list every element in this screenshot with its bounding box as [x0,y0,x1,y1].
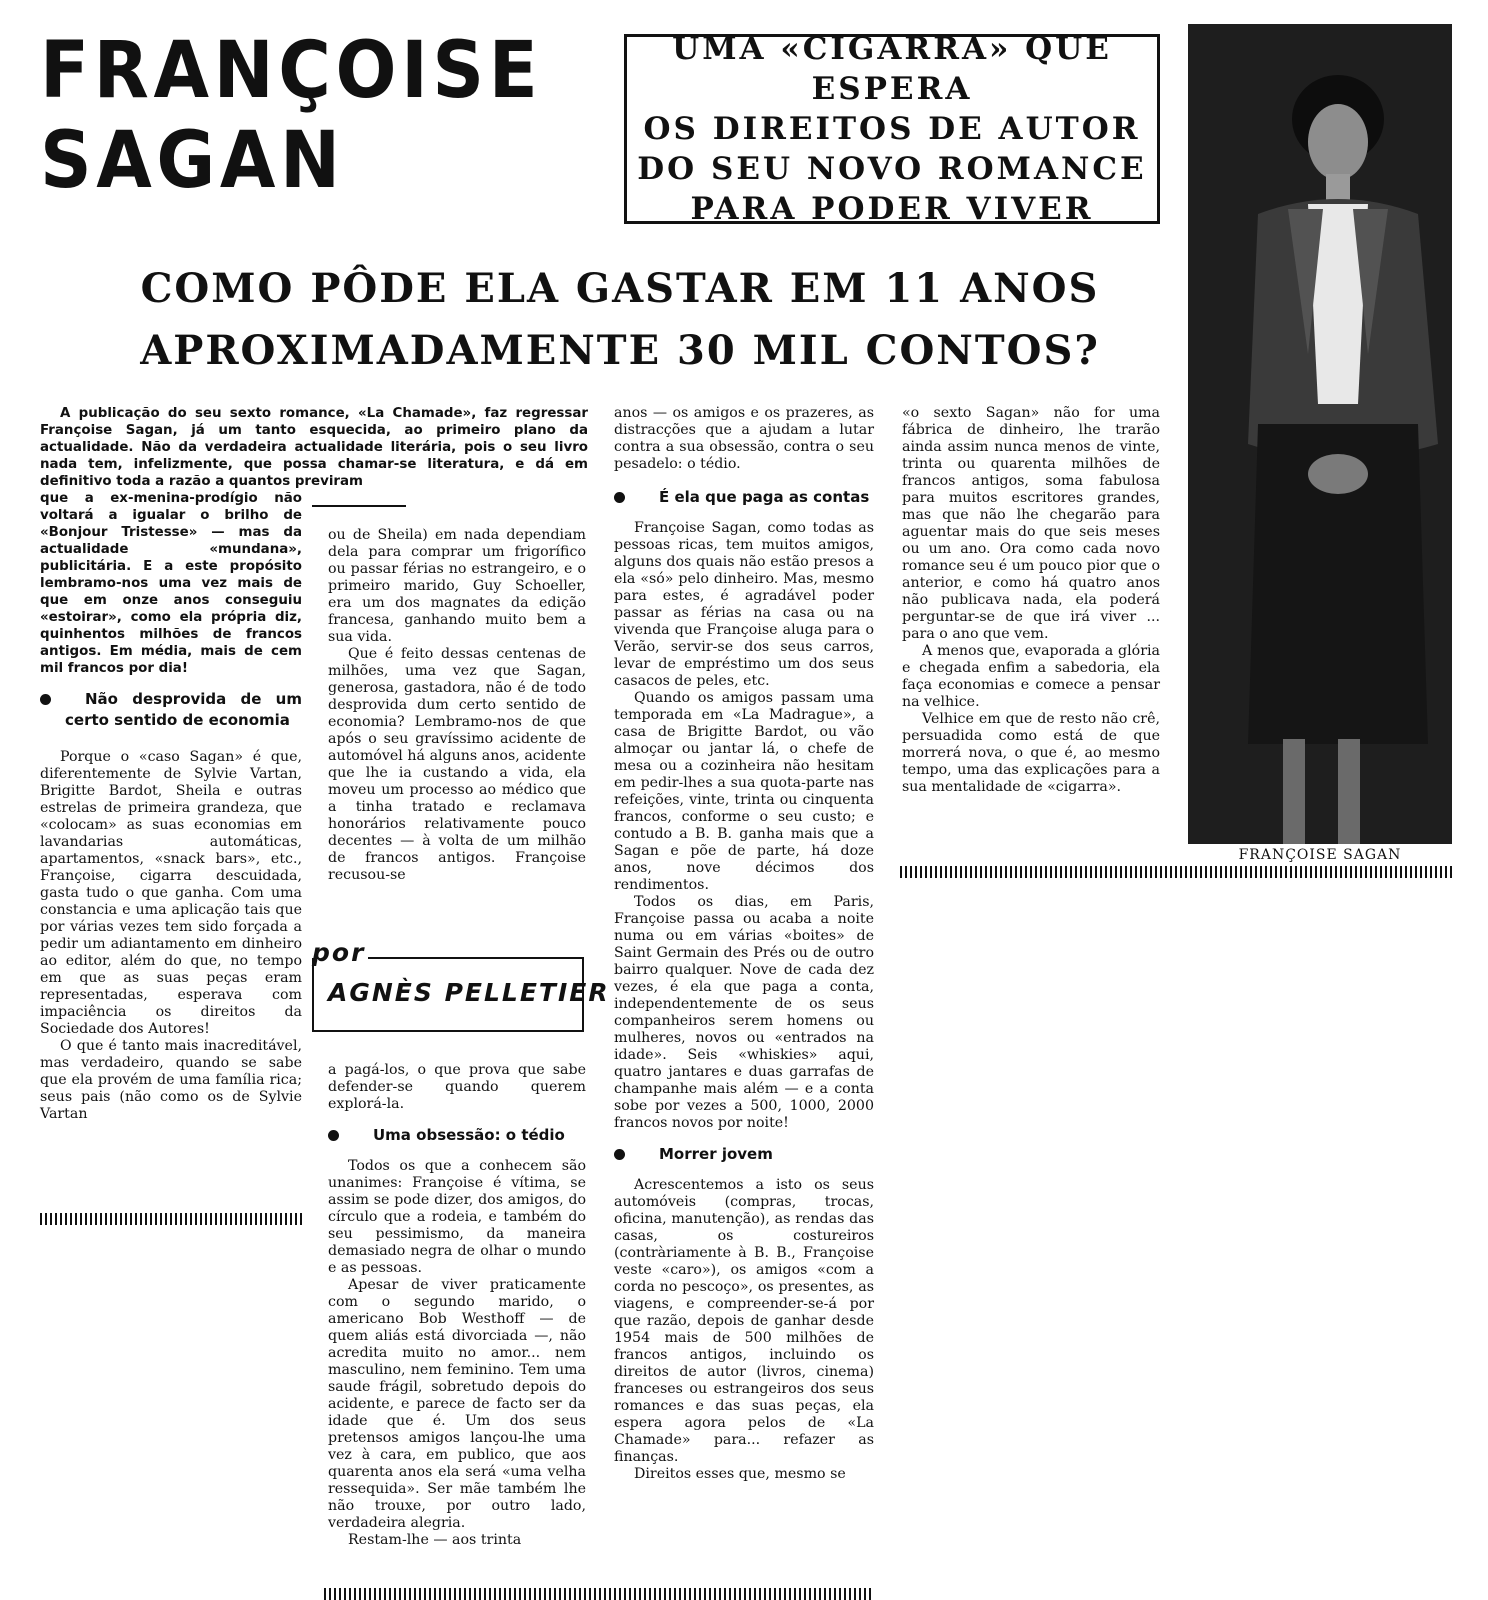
paragraph: Quando os amigos passam uma temporada em «La Madrague», a casa de Brigitte Bardot, ou vão almoçar ou jantar lá, o chefe de mesa ou a cozinheira não hesitam em pedir-lhes a sua quota-parte nas refeições, vinte, trinta ou cinquenta francos, conforme o seu custo; e contudo a B. B. ganha mais que a Sagan e põe de parte, há doze anos, nove décimos dos rendimentos. [614,690,874,893]
lead-paragraph-top [40,405,588,490]
portrait-photo [1188,24,1452,844]
paragraph: Todos os dias, em Paris, Françoise passa ou acaba a noite numa ou em várias «boites» de Saint Germain des Prés ou de outro bairro qualquer. Nove de cada dez vezes, é ela que paga a conta, independentemente de os seus companheiros serem homens ou mulheres, novos ou «entrados na idade». Seis «whiskies» aqui, quatro jantares e duas garrafas de champanhe mais além — e a conta sobe por vezes a 500, 1000, 2000 francos novos por noite! [614,894,874,1131]
column-1 [40,490,302,1123]
subhead-economia [40,689,302,731]
subhead-text: Não desprovida de um certo sentido de economia [65,690,302,729]
column-end-rule [900,866,1452,878]
lead-continuation: que a ex-menina-prodígio não voltará a igualar o brilho de «Bonjour Tristesse» — mas da actualidade «mundana», publicitária. E a este propósito lembramo-nos uma vez mais de que em onze anos conseguiu «estoirar», como ela própria diz, quinhentos milhões de francos antigos. Em média, mais de cem mil francos por dia! [40,491,302,676]
headline [120,258,1120,382]
paragraph: Velhice em que de resto não crê, persuadida como está de que morrerá nova, o que é, ao mesmo tempo, uma das explicações para a sua mentalidade de «cigarra». [902,711,1160,795]
column-3 [614,405,874,1483]
bullet-icon [614,492,625,503]
bullet-icon [328,1130,339,1141]
deck-box [624,31,1160,227]
paragraph: Porque o «caso Sagan» é que, diferentemente de Sylvie Vartan, Brigitte Bardot, Sheila e outras estrelas de primeira grandeza, que «colocam» as suas economias em lavandarias automáticas, apartamentos, «snack bars», etc., Françoise, cigarra descuidada, gasta tudo o que ganha. Com uma constancia e uma aplicação tais que por várias vezes tem sido forçada a pedir um adiantamento em dinheiro ao editor, além do que, no tempo em que as suas peças eram representadas, esperava com impaciência os direitos da Sociedade dos Autores! [40,749,302,1037]
subhead-contas [614,487,874,508]
bullet-icon [40,694,51,705]
deck-line: UMA «CIGARRA» QUE ESPERA [672,31,1112,107]
paragraph: Direitos esses que, mesmo se [634,1466,846,1482]
headline-line: APROXIMADAMENTE 30 MIL CONTOS? [140,327,1100,374]
article-title [40,26,555,206]
column-4 [902,405,1160,796]
paragraph: A menos que, evaporada a glória e chegada enfim a sabedoria, ela faça economias e comece a pensar na velhice. [902,643,1160,710]
deck-line: OS DIREITOS DE AUTOR [643,111,1141,147]
bullet-icon [614,1149,625,1160]
column-end-rule [40,1213,302,1225]
paragraph: ou de Sheila) em nada dependiam dela para comprar um frigorífico ou passar férias no estrangeiro, e o primeiro marido, Guy Schoeller, era um dos magnates da edição francesa, ganhando muito bem a sua vida. [328,527,586,645]
deck-text [627,29,1157,229]
paragraph: a pagá-los, o que prova que sabe defender-se quando querem explorá-la. [328,1062,586,1112]
column-2-upper [328,527,586,884]
paragraph: Que é feito dessas centenas de milhões, uma vez que Sagan, generosa, gastadora, não é de todo desprovida dum certo sentido de economia? Lembramo-nos de que após o seu gravíssimo acidente de automóvel há alguns anos, acidente que lhe ia custando a vida, ela moveu um processo ao médico que a tinha tratado e reclamava honorários relativamente pouco decentes — à volta de um milhão de francos antigos. Françoise recusou-se [328,646,586,883]
subhead-text: Morrer jovem [659,1145,773,1163]
paragraph: «o sexto Sagan» não for uma fábrica de dinheiro, lhe trarão ainda assim nunca menos de vinte, trinta ou quarenta milhões de francos antigos, soma fabulosa para muitos escritores grandes, mas que não lhe chegarão para aguentar mais do que seis meses ou um ano. Ora como cada novo romance seu é um pouco pior que o anterior, e como há quatro anos não publicava nada, ela poderá perguntar-se de que irá viver ... para o ano que vem. [902,405,1160,642]
column-divider [312,505,406,507]
column-end-rule [324,1588,872,1600]
deck-line: PARA PODER VIVER [690,191,1094,227]
byline-por: por [312,938,366,967]
paragraph: O que é tanto mais inacreditável, mas verdadeiro, quando se sabe que ela provém de uma família rica; seus pais (não como os de Sylvie Vartan [40,1038,302,1122]
column-2-lower [328,1062,586,1549]
photo-caption: FRANÇOISE SAGAN [1238,847,1402,863]
paragraph: Françoise Sagan, como todas as pessoas ricas, tem muitos amigos, alguns dos quais não estão presos a ela «só» pelo dinheiro. Mas, mesmo para estes, é agradável poder passar as férias na casa ou na vivenda que Françoise aluga para o Verão, servir-se dos seus carros, levar de empréstimo um dos seus casacos de peles, etc. [614,520,874,689]
paragraph: Apesar de viver praticamente com o segundo marido, o americano Bob Westhoff — de quem aliás está divorciada —, não acredita muito no amor... nem masculino, nem feminino. Tem uma saude frágil, sobretudo depois do acidente, e parece de facto ser da idade que é. Um dos seus pretensos amigos lançou-lhe uma vez à cara, em publico, que aos quarenta anos ela será «uma velha ressequida». Ser mãe também lhe não trouxe, por outro lado, verdadeira alegria. [328,1277,586,1531]
headline-line: COMO PÔDE ELA GASTAR EM 11 ANOS [140,265,1100,312]
title-line-1: FRANÇOISE [40,26,543,116]
portrait-figure [1188,24,1452,844]
deck-line: DO SEU NOVO ROMANCE [637,151,1147,187]
subhead-text: Uma obsessão: o tédio [373,1126,565,1144]
paragraph: Restam-lhe — aos trinta [348,1532,522,1548]
byline-author: AGNÈS PELLETIER [328,978,610,1007]
paragraph: Acrescentemos a isto os seus automóveis (compras, trocas, oficina, manutenção), as rendas das casas, os costureiros (contràriamente à B. B., Françoise veste «caro»), os amigos «com a corda no pescoço», os presentes, as viagens, e compreender-se-á por que razão, depois de ganhar desde 1954 mais de 500 milhões de francos antigos, incluindo os direitos de autor (livros, cinema) franceses ou estrangeiros dos seus romances e das suas peças, ela espera agora pelos de «La Chamade» para... refazer as finanças. [614,1177,874,1465]
subhead-morrer-jovem [614,1144,874,1165]
paragraph: Todos os que a conhecem são unanimes: Françoise é vítima, se assim se pode dizer, dos amigos, do círculo que a rodeia, e também do seu pessimismo, da maneira demasiado negra de olhar o mundo e as pessoas. [328,1158,586,1276]
subhead-text: É ela que paga as contas [659,488,870,506]
title-line-2: SAGAN [40,116,345,206]
subhead-obsessao [328,1125,586,1146]
lead-text: A publicação do seu sexto romance, «La Chamade», faz regressar Françoise Sagan, já um tanto esquecida, ao primeiro plano da actualidade. Não da verdadeira actualidade literária, pois o seu livro nada tem, infelizmente, que possa chamar-se literatura, e dá em definitivo toda a razão a quantos previram [40,406,588,489]
paragraph: anos — os amigos e os prazeres, as distracções que a ajudam a lutar contra a sua obsessão, contra o seu pesadelo: o tédio. [614,405,874,472]
